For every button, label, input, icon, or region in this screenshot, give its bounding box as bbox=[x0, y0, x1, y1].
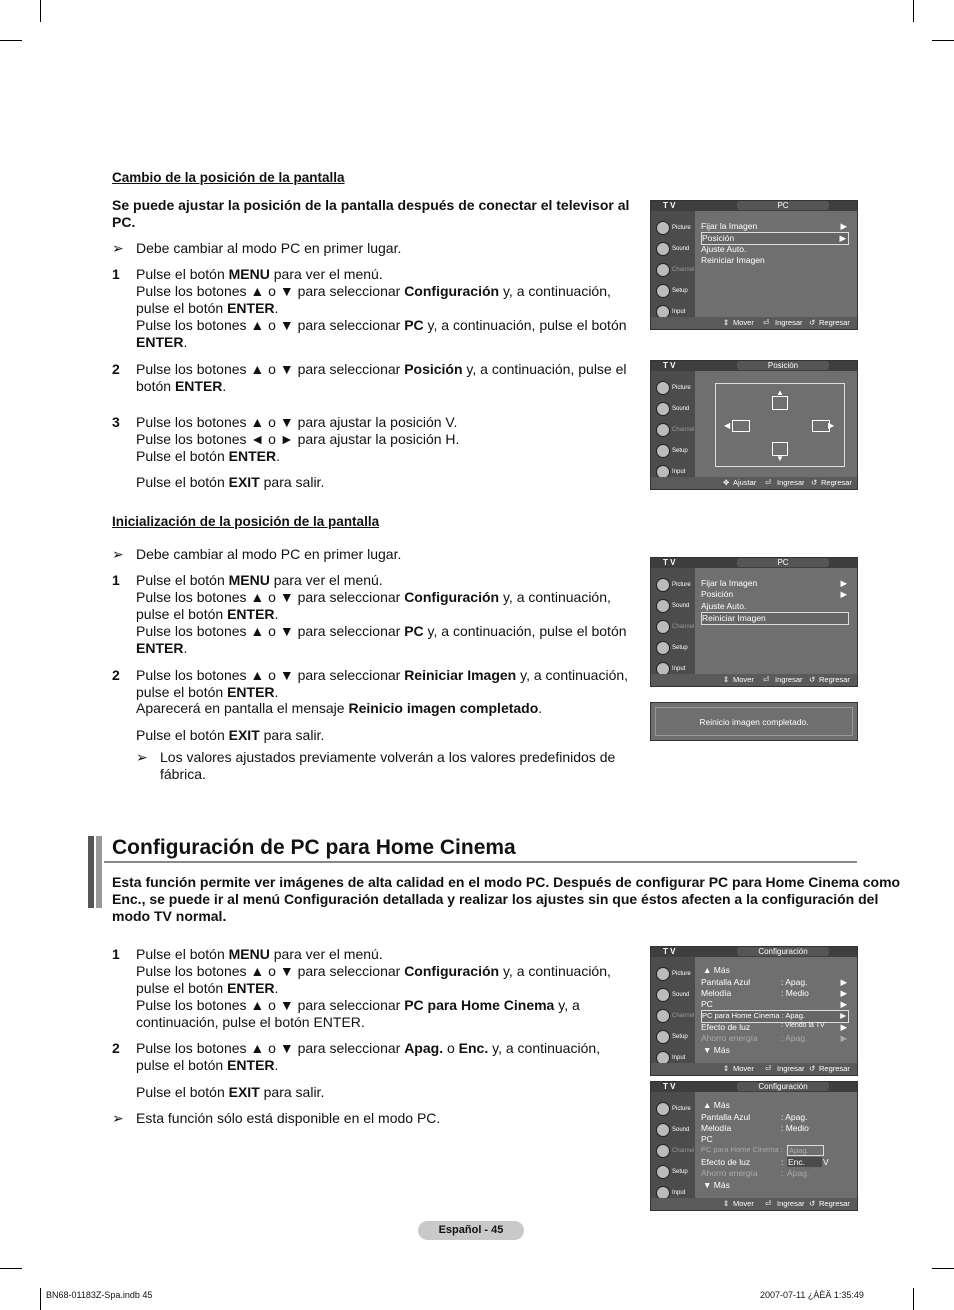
step-text: Pulse los botones ▲ o ▼ para seleccionar PC y, a continuación, pulse el botón bbox=[136, 317, 627, 333]
tv-menu-footer: ⇕ Mover ⏎ Ingresar ↺ Regresar bbox=[651, 317, 857, 329]
tv-label: T V bbox=[663, 201, 676, 210]
sidebar-item-channel: Channel bbox=[654, 261, 692, 279]
sidebar-item-picture: Picture bbox=[654, 379, 692, 397]
tv-menu-footer: ✥ Ajustar ⏎ Ingresar ↺ Regresar bbox=[651, 477, 857, 489]
tv-menu-pc-reset bbox=[650, 557, 858, 687]
sidebar-item-channel: Channel bbox=[654, 421, 692, 439]
channel-icon bbox=[656, 620, 670, 634]
down-arrow-icon: ▼ bbox=[772, 442, 788, 456]
step-text: botón ENTER. bbox=[136, 378, 227, 394]
step-text: Pulse el botón MENU para ver el menú. bbox=[136, 266, 383, 282]
tv-menu-header bbox=[651, 558, 857, 568]
tv-label: T V bbox=[663, 558, 676, 567]
tv-menu-title: PC bbox=[737, 558, 829, 567]
menu-item-disabled: Ahorro energía : Apag. ▶ bbox=[701, 1033, 847, 1043]
menu-item: Efecto de luz : Enc. V bbox=[701, 1157, 829, 1167]
enter-icon: ⏎ bbox=[763, 318, 770, 327]
step-text: Pulse el botón ENTER. bbox=[136, 448, 280, 464]
message-text: Reinicio imagen completado. bbox=[655, 707, 853, 736]
note-text: Debe cambiar al modo PC en primer lugar. bbox=[136, 240, 402, 256]
setup-icon bbox=[656, 284, 670, 298]
return-icon: ↺ bbox=[809, 1064, 816, 1073]
sound-icon bbox=[656, 242, 670, 256]
sound-icon bbox=[656, 402, 670, 416]
intro-text: PC. bbox=[112, 214, 136, 230]
option-off: Apag. bbox=[787, 1168, 810, 1178]
sidebar-item-setup: Setup bbox=[654, 1028, 692, 1046]
picture-icon bbox=[656, 578, 670, 592]
crop-mark bbox=[913, 1288, 914, 1310]
step-number: 2 bbox=[112, 1040, 120, 1056]
tv-menu-title: PC bbox=[737, 201, 829, 210]
tv-label: T V bbox=[663, 361, 676, 370]
tv-menu-pc bbox=[650, 200, 858, 330]
note-arrow-icon: ➢ bbox=[112, 1110, 124, 1126]
setup-icon bbox=[656, 1165, 670, 1179]
setup-icon bbox=[656, 1030, 670, 1044]
note-text: Los valores ajustados previamente volverán a los valores predefinidos de bbox=[160, 749, 616, 765]
step-number: 1 bbox=[112, 946, 120, 962]
menu-item-selected: Reiniciar Imagen bbox=[701, 612, 849, 625]
tv-sidebar bbox=[651, 568, 695, 674]
menu-item: PC ▶ bbox=[701, 999, 847, 1009]
sidebar-item-input: Input bbox=[654, 463, 692, 481]
option-off: Apag. bbox=[787, 1145, 824, 1156]
menu-item: Pantalla Azul : Apag. bbox=[701, 1112, 808, 1122]
step-text: ENTER. bbox=[136, 334, 188, 350]
menu-item: ▲ Más bbox=[703, 1100, 730, 1110]
heading-underline bbox=[104, 861, 857, 863]
menu-item-selected: Posición ▶ bbox=[701, 232, 849, 245]
step-number: 1 bbox=[112, 572, 120, 588]
adjust-icon: ✥ bbox=[723, 478, 730, 487]
sidebar-item-setup: Setup bbox=[654, 442, 692, 460]
intro-text: Esta función permite ver imágenes de alta calidad en el modo PC. Después de configurar PC para Home Cinema como bbox=[112, 874, 901, 890]
return-icon: ↺ bbox=[809, 675, 816, 684]
picture-icon bbox=[656, 967, 670, 981]
intro-text: Enc., se puede ir al menú Configuración detallada y realizar los ajustes sin que éstos afecten a la configuración del bbox=[112, 891, 879, 907]
option-on-selected: Enc. bbox=[787, 1157, 822, 1167]
page-number: Español - 45 bbox=[418, 1221, 524, 1240]
return-icon: ↺ bbox=[809, 1199, 816, 1208]
step-text: Pulse el botón MENU para ver el menú. bbox=[136, 946, 383, 962]
sidebar-item-channel: Channel bbox=[654, 1142, 692, 1160]
move-icon: ⇕ bbox=[723, 1199, 730, 1208]
menu-item-disabled: Ahorro energía : Apag. bbox=[701, 1168, 810, 1178]
step-text: ENTER. bbox=[136, 640, 188, 656]
step-text: Pulse los botones ▲ o ▼ para seleccionar PC y, a continuación, pulse el botón bbox=[136, 623, 627, 639]
crop-mark bbox=[40, 1288, 41, 1310]
sidebar-item-channel: Channel bbox=[654, 618, 692, 636]
menu-item: PC para Home Cinema : Apag. bbox=[701, 1145, 849, 1156]
menu-item: Posición ▶ bbox=[701, 589, 847, 599]
heading-bar bbox=[88, 836, 94, 908]
intro-text: Se puede ajustar la posición de la pantalla después de conectar el televisor al bbox=[112, 197, 630, 213]
section-title: Cambio de la posición de la pantalla bbox=[112, 170, 345, 185]
page-heading: Configuración de PC para Home Cinema bbox=[112, 836, 516, 859]
right-arrow-icon: ▶ bbox=[812, 420, 830, 432]
sidebar-item-input: Input bbox=[654, 1049, 692, 1067]
channel-icon bbox=[656, 1009, 670, 1023]
crop-mark bbox=[932, 1268, 954, 1269]
sidebar-item-setup: Setup bbox=[654, 1163, 692, 1181]
step-text: pulse el botón ENTER. bbox=[136, 300, 279, 316]
step-text: Pulse el botón EXIT para salir. bbox=[136, 474, 325, 490]
print-date: 2007-07-11 ¿ÀÈÄ 1:35:49 bbox=[760, 1290, 864, 1300]
sidebar-item-sound: Sound bbox=[654, 986, 692, 1004]
step-text: Pulse los botones ▲ o ▼ para seleccionar Apag. o Enc. y, a continuación, bbox=[136, 1040, 601, 1056]
note-text: Debe cambiar al modo PC en primer lugar. bbox=[136, 546, 402, 562]
picture-icon bbox=[656, 221, 670, 235]
tv-menu-panel bbox=[697, 1092, 853, 1198]
note-arrow-icon: ➢ bbox=[136, 749, 148, 765]
note-text: fábrica. bbox=[160, 766, 206, 782]
sidebar-item-picture: Picture bbox=[654, 965, 692, 983]
enter-icon: ⏎ bbox=[765, 1199, 772, 1208]
step-text: Pulse los botones ◄ o ► para ajustar la posición H. bbox=[136, 431, 460, 447]
tv-menu-header bbox=[651, 361, 857, 371]
tv-sidebar bbox=[651, 1092, 695, 1198]
picture-icon bbox=[656, 1102, 670, 1116]
crop-mark bbox=[0, 1268, 22, 1269]
channel-icon bbox=[656, 423, 670, 437]
menu-item: ▼ Más bbox=[703, 1180, 730, 1190]
return-icon: ↺ bbox=[811, 478, 818, 487]
crop-mark bbox=[0, 40, 22, 41]
crop-mark bbox=[932, 40, 954, 41]
move-icon: ⇕ bbox=[723, 318, 730, 327]
channel-icon bbox=[656, 1144, 670, 1158]
section-title: Inicialización de la posición de la pantalla bbox=[112, 514, 380, 529]
step-text: Pulse los botones ▲ o ▼ para seleccionar Configuración y, a continuación, bbox=[136, 283, 611, 299]
sidebar-item-setup: Setup bbox=[654, 282, 692, 300]
step-text: Pulse los botones ▲ o ▼ para seleccionar Configuración y, a continuación, bbox=[136, 589, 611, 605]
tv-sidebar bbox=[651, 957, 695, 1063]
step-text: continuación, pulse el botón ENTER. bbox=[136, 1014, 365, 1030]
sidebar-item-sound: Sound bbox=[654, 400, 692, 418]
tv-menu-title: Configuración bbox=[737, 1082, 829, 1091]
intro-text: modo TV normal. bbox=[112, 908, 227, 924]
tv-menu-panel bbox=[697, 957, 853, 1063]
menu-item: Ajuste Auto. bbox=[701, 601, 747, 611]
menu-item: ▲ Más bbox=[703, 965, 730, 975]
tv-menu-config-options bbox=[650, 1081, 858, 1211]
tv-menu-panel bbox=[697, 570, 853, 674]
step-text: pulse el botón ENTER. bbox=[136, 980, 279, 996]
step-text: Pulse los botones ▲ o ▼ para seleccionar Configuración y, a continuación, bbox=[136, 963, 611, 979]
note-arrow-icon: ➢ bbox=[112, 240, 124, 256]
sidebar-item-picture: Picture bbox=[654, 219, 692, 237]
sidebar-item-channel: Channel bbox=[654, 1007, 692, 1025]
note-arrow-icon: ➢ bbox=[112, 546, 124, 562]
step-text: Pulse los botones ▲ o ▼ para seleccionar Reiniciar Imagen y, a continuación, bbox=[136, 667, 629, 683]
menu-item: Fijar la Imagen ▶ bbox=[701, 578, 847, 588]
tv-sidebar bbox=[651, 371, 695, 477]
sidebar-item-picture: Picture bbox=[654, 576, 692, 594]
sidebar-item-picture: Picture bbox=[654, 1100, 692, 1118]
sidebar-item-sound: Sound bbox=[654, 597, 692, 615]
step-number: 2 bbox=[112, 361, 120, 377]
sidebar-item-sound: Sound bbox=[654, 240, 692, 258]
step-text: pulse el botón ENTER. bbox=[136, 684, 279, 700]
menu-item: Melodía : Medio bbox=[701, 1123, 809, 1133]
move-icon: ⇕ bbox=[723, 675, 730, 684]
step-text: pulse el botón ENTER. bbox=[136, 1057, 279, 1073]
step-number: 2 bbox=[112, 667, 120, 683]
tv-menu-title: Configuración bbox=[737, 947, 829, 956]
move-icon: ⇕ bbox=[723, 1064, 730, 1073]
sound-icon bbox=[656, 1123, 670, 1137]
tv-menu-position bbox=[650, 360, 858, 490]
enter-icon: ⏎ bbox=[765, 1064, 772, 1073]
tv-sidebar bbox=[651, 211, 695, 317]
sound-icon bbox=[656, 988, 670, 1002]
menu-item: Efecto de luz : Viendo la TV ▶ bbox=[701, 1022, 847, 1032]
tv-menu-header bbox=[651, 947, 857, 957]
step-text: Pulse los botones ▲ o ▼ para seleccionar Posición y, a continuación, pulse el bbox=[136, 361, 627, 377]
crop-mark bbox=[913, 0, 914, 22]
menu-item: PC bbox=[701, 1134, 713, 1144]
crop-mark bbox=[40, 0, 41, 22]
step-text: Pulse el botón EXIT para salir. bbox=[136, 727, 325, 743]
setup-icon bbox=[656, 444, 670, 458]
enter-icon: ⏎ bbox=[765, 478, 772, 487]
menu-item: Melodía : Medio ▶ bbox=[701, 988, 847, 998]
sidebar-item-sound: Sound bbox=[654, 1121, 692, 1139]
sound-icon bbox=[656, 599, 670, 613]
tv-menu-footer: ⇕ Mover ⏎ Ingresar ↺ Regresar bbox=[651, 1063, 857, 1075]
tv-menu-config bbox=[650, 946, 858, 1076]
up-arrow-icon: ▲ bbox=[772, 396, 788, 410]
step-text: Aparecerá en pantalla el mensaje Reinicio imagen completado. bbox=[136, 700, 543, 716]
tv-menu-header bbox=[651, 1082, 857, 1092]
step-number: 1 bbox=[112, 266, 120, 282]
menu-item: Reiniciar Imagen bbox=[701, 255, 765, 265]
sidebar-item-input: Input bbox=[654, 303, 692, 321]
sidebar-item-input: Input bbox=[654, 1184, 692, 1202]
message-box bbox=[650, 702, 858, 741]
menu-item: ▼ Más bbox=[703, 1045, 730, 1055]
note-text: Esta función sólo está disponible en el modo PC. bbox=[136, 1110, 441, 1126]
setup-icon bbox=[656, 641, 670, 655]
menu-item: Fijar la Imagen ▶ bbox=[701, 221, 847, 231]
picture-icon bbox=[656, 381, 670, 395]
tv-menu-header bbox=[651, 201, 857, 211]
left-arrow-icon: ◀ bbox=[732, 420, 750, 432]
tv-menu-title: Posición bbox=[737, 361, 829, 370]
tv-menu-panel bbox=[697, 213, 853, 317]
menu-item: Ajuste Auto. bbox=[701, 244, 747, 254]
file-info: BN68-01183Z-Spa.indb 45 bbox=[46, 1290, 153, 1300]
menu-item-selected: PC para Home Cinema : Apag. ▶ bbox=[701, 1010, 849, 1023]
position-frame bbox=[715, 383, 845, 467]
tv-label: T V bbox=[663, 1082, 676, 1091]
step-text: Pulse los botones ▲ o ▼ para seleccionar PC para Home Cinema y, a bbox=[136, 997, 580, 1013]
sidebar-item-input: Input bbox=[654, 660, 692, 678]
tv-label: T V bbox=[663, 947, 676, 956]
step-text: Pulse los botones ▲ o ▼ para ajustar la posición V. bbox=[136, 414, 458, 430]
enter-icon: ⏎ bbox=[763, 675, 770, 684]
channel-icon bbox=[656, 263, 670, 277]
menu-item: Pantalla Azul : Apag. ▶ bbox=[701, 977, 847, 987]
step-number: 3 bbox=[112, 414, 120, 430]
return-icon: ↺ bbox=[809, 318, 816, 327]
tv-menu-footer: ⇕ Mover ⏎ Ingresar ↺ Regresar bbox=[651, 1198, 857, 1210]
tv-menu-footer: ⇕ Mover ⏎ Ingresar ↺ Regresar bbox=[651, 674, 857, 686]
sidebar-item-setup: Setup bbox=[654, 639, 692, 657]
step-text: Pulse el botón EXIT para salir. bbox=[136, 1084, 325, 1100]
step-text: pulse el botón ENTER. bbox=[136, 606, 279, 622]
step-text: Pulse el botón MENU para ver el menú. bbox=[136, 572, 383, 588]
heading-bar bbox=[96, 836, 102, 908]
